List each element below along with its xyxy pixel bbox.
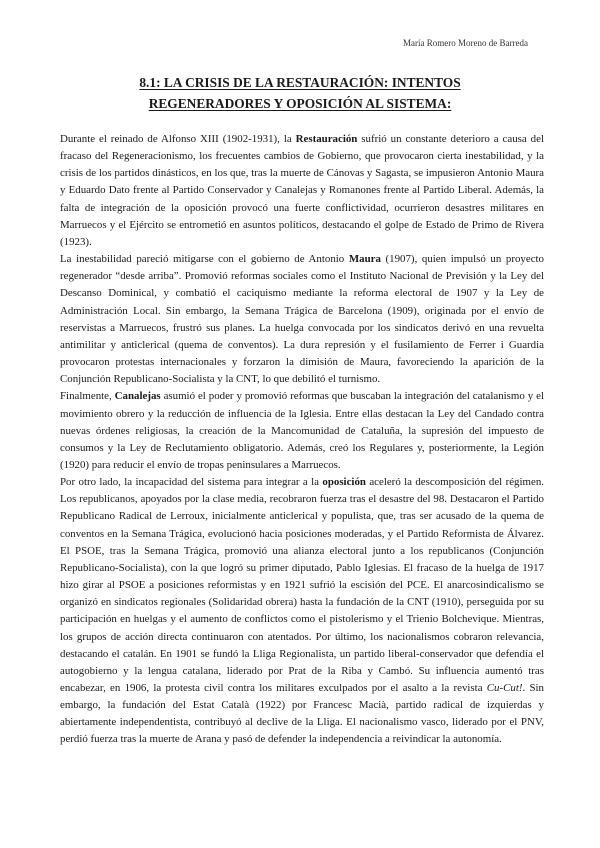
author-header: María Romero Moreno de Barreda [403,38,528,48]
text-run: . Sin embargo, la fundación del Estat Català (1922) por Francesc Macià, partido radical de izquierdas y abiertamente independentista, contribuyó al declive de la Lliga. El nacionalismo vasco, liderado por el PNV, perdió fuerza tras la muerte de Arana y pasó de defender la independencia a reivindicar la autonomía. [60,682,544,746]
page-title [60,72,540,114]
text-run: Finalmente, [60,390,115,403]
paragraph-maura [60,251,544,388]
title-line-1: 8.1: LA CRISIS DE LA RESTAURACIÓN: INTENTOS [139,75,461,90]
paragraph-restauracion [60,131,544,251]
text-run: La inestabilidad pareció mitigarse con el gobierno de Antonio [60,253,349,266]
paragraph-canalejas [60,388,544,474]
text-run: aceleró la descomposición del régimen. Los republicanos, apoyados por la clase media, recobraron fuerza tras el desastre del 98. Destacaron el Partido Republicano Radical de Lerroux, inicialmente anticlerical y populista, que, tras ser acusado de la quema de conventos en la Semana Trágica, evolucionó hacia posiciones moderadas, y el Partido Reformista de Álvarez. El PSOE, tras la Semana Trágica, promovió una alianza electoral junto a los republicanos (Conjunción Republicano-Socialista), con la que logró su primer diputado, Pablo Iglesias. El fracaso de la huelga de 1917 hizo girar al PSOE a posiciones reformistas y en 1921 sufrió la escisión del PCE. El anarcosindicalismo se organizó en sindicatos regionales (Solidaridad obrera) hasta la fundación de la CNT (1910), perseguida por su participación en huelgas y el aumento de conflictos como el pistolerismo y el Trienio Bolchevique. Mientras, los grupos de acción directa continuaron con atentados. Por último, los nacionalismos cobraron relevancia, destacando el catalán. En 1901 se fundó la Lliga Regionalista, un partido liberal-conservador que defendía el autogobierno y la lengua catalana, liderado por Prat de la Riba y Cambó. Su influencia aumentó tras encabezar, en 1906, la protesta civil contra los militares exculpados por el asalto a la revista [60,476,544,694]
document-body [60,131,544,749]
bold-term: Restauración [295,133,358,145]
text-run: Durante el reinado de Alfonso XIII (1902-1931), la [60,133,296,145]
text-run: Por otro lado, la incapacidad del sistema para integrar a la [60,476,323,489]
text-run: (1907), quien impulsó un proyecto regenerador “desde arriba”. Promovió reformas sociales como el Instituto Nacional de Previsión y la Ley del Descanso Dominical, y combatió el caciquismo mediante la reforma electoral de 1907 y la Ley de Administración Local. Sin embargo, la Semana Trágica de Barcelona (1909), originada por el envío de reservistas a Marruecos, frustró sus planes. La huelga convocada por los sindicatos derivó en una revuelta antimilitar y anticlerical (quema de conventos). La dura represión y el fusilamiento de Ferrer i Guardia provocaron protestas internacionales y forzaron la dimisión de Maura, favoreciendo la aparición de la Conjunción Republicano-Socialista y la CNT, lo que debilitó el turnismo. [60,253,545,386]
italic-term: Cu-Cut! [486,682,523,694]
text-run: sufrió un constante deterioro a causa del fracaso del Regeneracionismo, los frecuentes cambios de Gobierno, que provocaron cierta inestabilidad, y la crisis de los partidos dinásticos, en los que, tras la muerte de Cánovas y Sagasta, se impusieron Antonio Maura y Eduardo Dato frente al Partido Conservador y Canalejas y Romanones frente al Partido Liberal. Además, la falta de integración de la oposición provocó una fuerte conflictividad, ocurrieron desastres militares en Marruecos y el Ejército se entrometió en asuntos políticos, destacando el golpe de Estado de Primo de Rivera (1923). [60,133,544,248]
bold-term: Maura [348,253,381,266]
title-line-2: REGENERADORES Y OPOSICIÓN AL SISTEMA: [148,96,452,111]
text-run: asumió el poder y promovió reformas que buscaban la integración del catalanismo y el movimiento obrero y la reducción de influencia de la Iglesia. Entre ellas destacan la Ley del Candado contra nuevas órdenes religiosas, la creación de la Mancomunidad de Cataluña, la supresión del impuesto de consumos y la Ley de Reclutamiento obligatorio. Además, creó los Regulares y, posteriormente, la Legión (1920) para reducir el envío de tropas peninsulares a Marruecos. [60,390,544,471]
paragraph-oposicion [60,474,544,749]
bold-term: oposición [322,476,366,489]
bold-term: Canalejas [114,390,161,403]
